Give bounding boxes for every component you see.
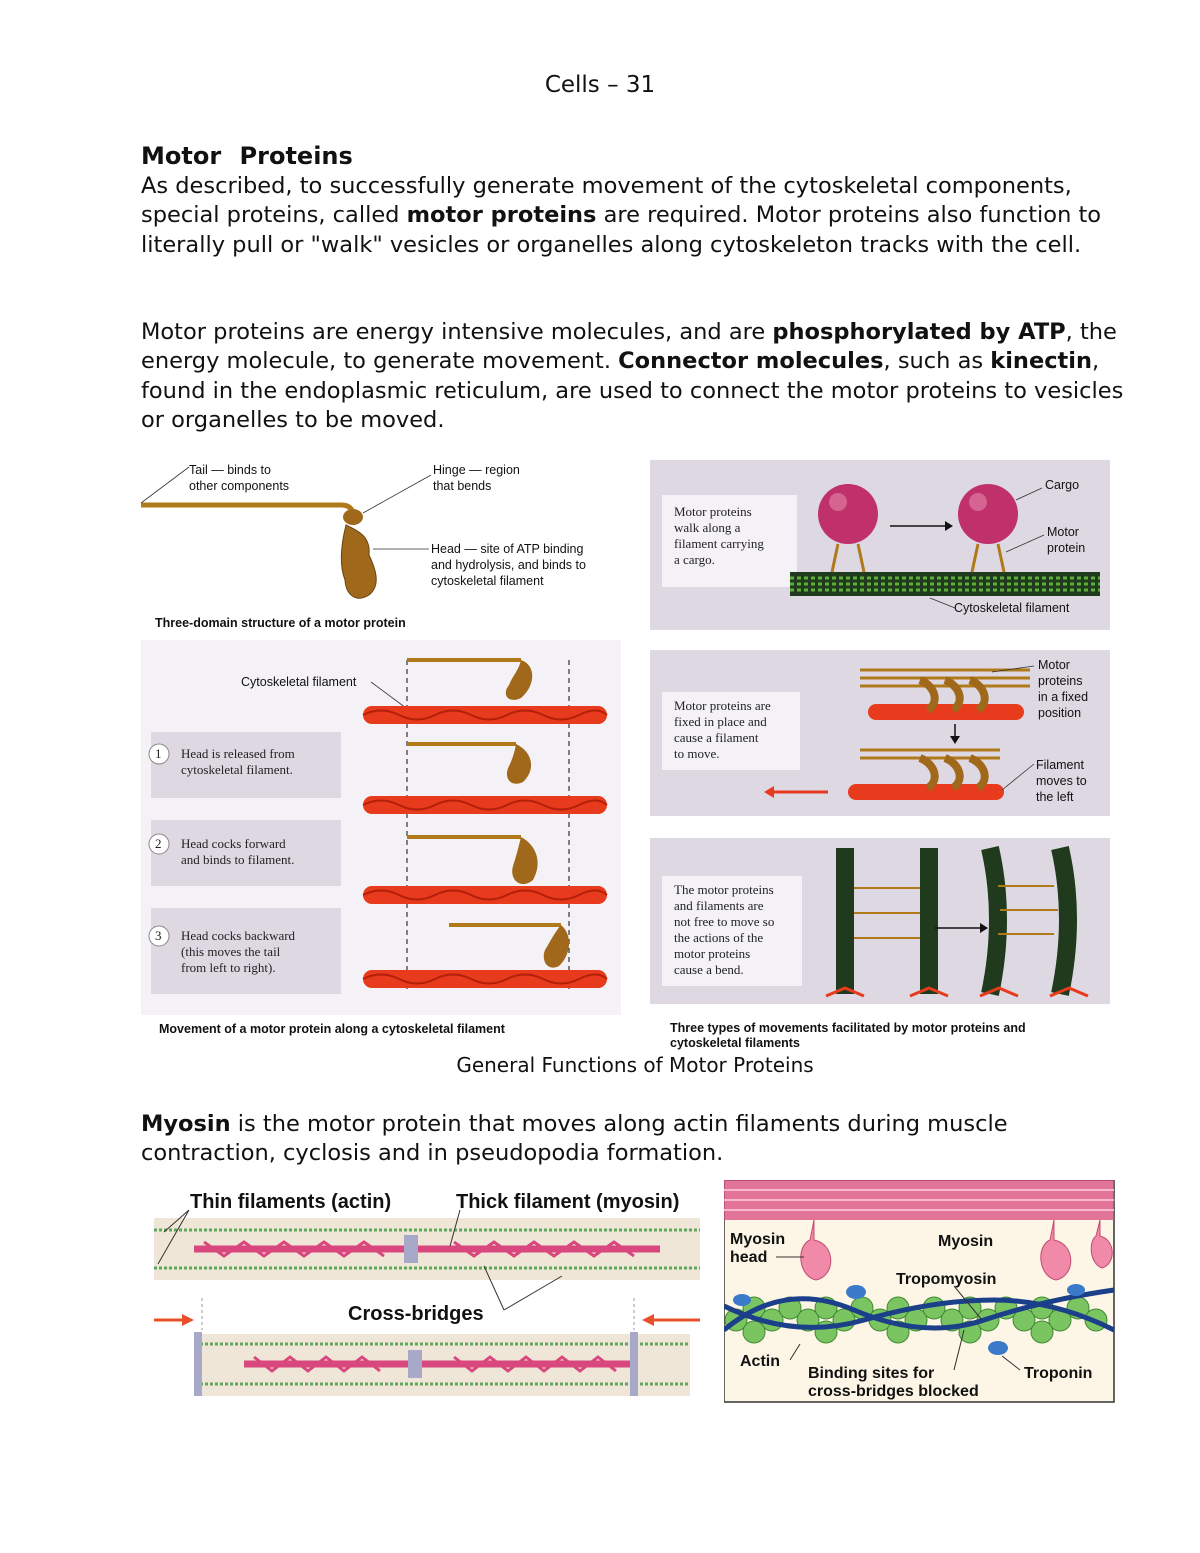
step1-text-a: Head is released from	[181, 746, 295, 761]
myosin-label: Myosin	[938, 1233, 994, 1250]
binding-sites-label-2: cross-bridges blocked	[808, 1383, 979, 1400]
types-caption-line2: cytoskeletal filaments	[670, 1036, 800, 1050]
motor-label-2: protein	[1047, 541, 1086, 555]
tail-label-2: other components	[189, 479, 290, 493]
box1-line-b: walk along a	[674, 520, 741, 535]
paragraph-atp-connector	[141, 318, 1131, 435]
text-run: are required. Motor proteins also function to literally pull or "walk" vesicles or organelles along cytoskeleton tracks with the cell.	[141, 202, 1102, 258]
step1-text-b: cytoskeletal filament.	[181, 762, 293, 777]
types-caption-line1: Three types of movements facilitated by motor proteins and	[670, 1021, 1026, 1035]
step1-number: 1	[155, 746, 162, 761]
myosin-head-label-2: head	[730, 1249, 768, 1266]
moves-label-1: Filament	[1036, 758, 1084, 772]
paragraph-motor-proteins-intro	[141, 172, 1131, 260]
step2-number: 2	[155, 836, 162, 851]
box1-line-a: Motor proteins	[674, 504, 752, 519]
types-caption	[670, 1018, 1110, 1054]
fixed-motor-diagram	[650, 650, 1110, 820]
box2-line-b: fixed in place and	[674, 714, 767, 729]
step3-text-b: (this moves the tail	[181, 944, 281, 959]
box1-line-c: filament carrying	[674, 536, 764, 551]
motor-protein-structure-diagram	[141, 455, 621, 635]
figure-caption: General Functions of Motor Proteins	[456, 1053, 814, 1077]
box2-line-a: Motor proteins are	[674, 698, 771, 713]
bold-term-connector-molecules: Connector molecules	[618, 348, 884, 375]
box3-line-d: the actions of the	[674, 930, 764, 945]
fixed-label-4: position	[1038, 706, 1082, 720]
tropomyosin-label: Tropomyosin	[896, 1271, 997, 1288]
thick-filament-label: Thick filament (myosin)	[456, 1191, 680, 1213]
bold-term-motor-proteins: motor proteins	[406, 202, 597, 229]
step2-text-a: Head cocks forward	[181, 836, 286, 851]
box2-line-d: to move.	[674, 746, 720, 761]
step3-text-c: from left to right).	[181, 960, 276, 975]
cargo-label: Cargo	[1045, 478, 1080, 492]
head-label-3: cytoskeletal filament	[431, 574, 544, 588]
thin-filaments-label: Thin filaments (actin)	[190, 1191, 392, 1213]
box3-line-b: and filaments are	[674, 898, 764, 913]
bending-diagram	[650, 838, 1110, 1008]
movement-caption: Movement of a motor protein along a cytoskeletal filament	[159, 1022, 505, 1036]
paragraph-myosin	[141, 1110, 1131, 1169]
cargo-transport-diagram	[650, 460, 1110, 632]
binding-sites-label-1: Binding sites for	[808, 1365, 935, 1382]
text-run: , such as	[883, 348, 991, 375]
step2-text-b: and binds to filament.	[181, 852, 295, 867]
step3-number: 3	[155, 928, 162, 943]
page-header: Cells – 31	[544, 72, 656, 98]
cytoskeletal-filament-label-c: Cytoskeletal filament	[954, 601, 1070, 615]
fixed-label-3: in a fixed	[1038, 690, 1089, 704]
text-run: , found in the endoplasmic reticulum, are used to connect the motor proteins to vesicles or organelles to be moved.	[141, 348, 1124, 433]
box3-line-e: motor proteins	[674, 946, 751, 961]
section-title: Motor Proteins	[141, 142, 353, 170]
box3-line-c: not free to move so	[674, 914, 775, 929]
sarcomere-diagram	[154, 1180, 700, 1402]
myosin-head-label-1: Myosin	[730, 1231, 786, 1248]
tail-label: Tail — binds to	[189, 463, 271, 477]
cytoskeletal-filament-label: Cytoskeletal filament	[241, 675, 357, 689]
text-run: , the energy molecule, to generate movement.	[141, 319, 1117, 375]
box3-line-f: cause a bend.	[674, 962, 744, 977]
troponin-label: Troponin	[1024, 1365, 1093, 1382]
bold-term-kinectin: kinectin	[990, 348, 1093, 375]
actin-label: Actin	[740, 1353, 780, 1370]
motor-protein-movement-diagram	[141, 640, 621, 1040]
box3-line-a: The motor proteins	[674, 882, 774, 897]
text-run: is the motor protein that moves along actin filaments during muscle contraction, cyclosis and in pseudopodia formation.	[141, 1111, 1008, 1167]
head-label-2: and hydrolysis, and binds to	[431, 558, 586, 572]
moves-label-3: the left	[1036, 790, 1074, 804]
box1-line-d: a cargo.	[674, 552, 715, 567]
bold-term-myosin: Myosin	[141, 1111, 231, 1137]
box2-line-c: cause a filament	[674, 730, 759, 745]
cross-bridges-label: Cross-bridges	[348, 1303, 484, 1325]
hinge-label-2: that bends	[433, 479, 492, 493]
head-label: Head — site of ATP binding	[431, 542, 584, 556]
hinge-label: Hinge — region	[433, 463, 520, 477]
text-run: As described, to successfully generate movement of the cytoskeletal components, special proteins, called	[141, 173, 1072, 229]
actin-tropomyosin-diagram	[724, 1180, 1116, 1404]
step3-text-a: Head cocks backward	[181, 928, 296, 943]
moves-label-2: moves to	[1036, 774, 1087, 788]
bold-term-phosphorylated: phosphorylated by ATP	[772, 319, 1066, 345]
motor-label-1: Motor	[1047, 525, 1079, 539]
structure-caption: Three-domain structure of a motor protein	[155, 616, 406, 630]
fixed-label-2: proteins	[1038, 674, 1083, 688]
fixed-label-1: Motor	[1038, 658, 1070, 672]
text-run: Motor proteins are energy intensive molecules, and are	[141, 319, 773, 345]
